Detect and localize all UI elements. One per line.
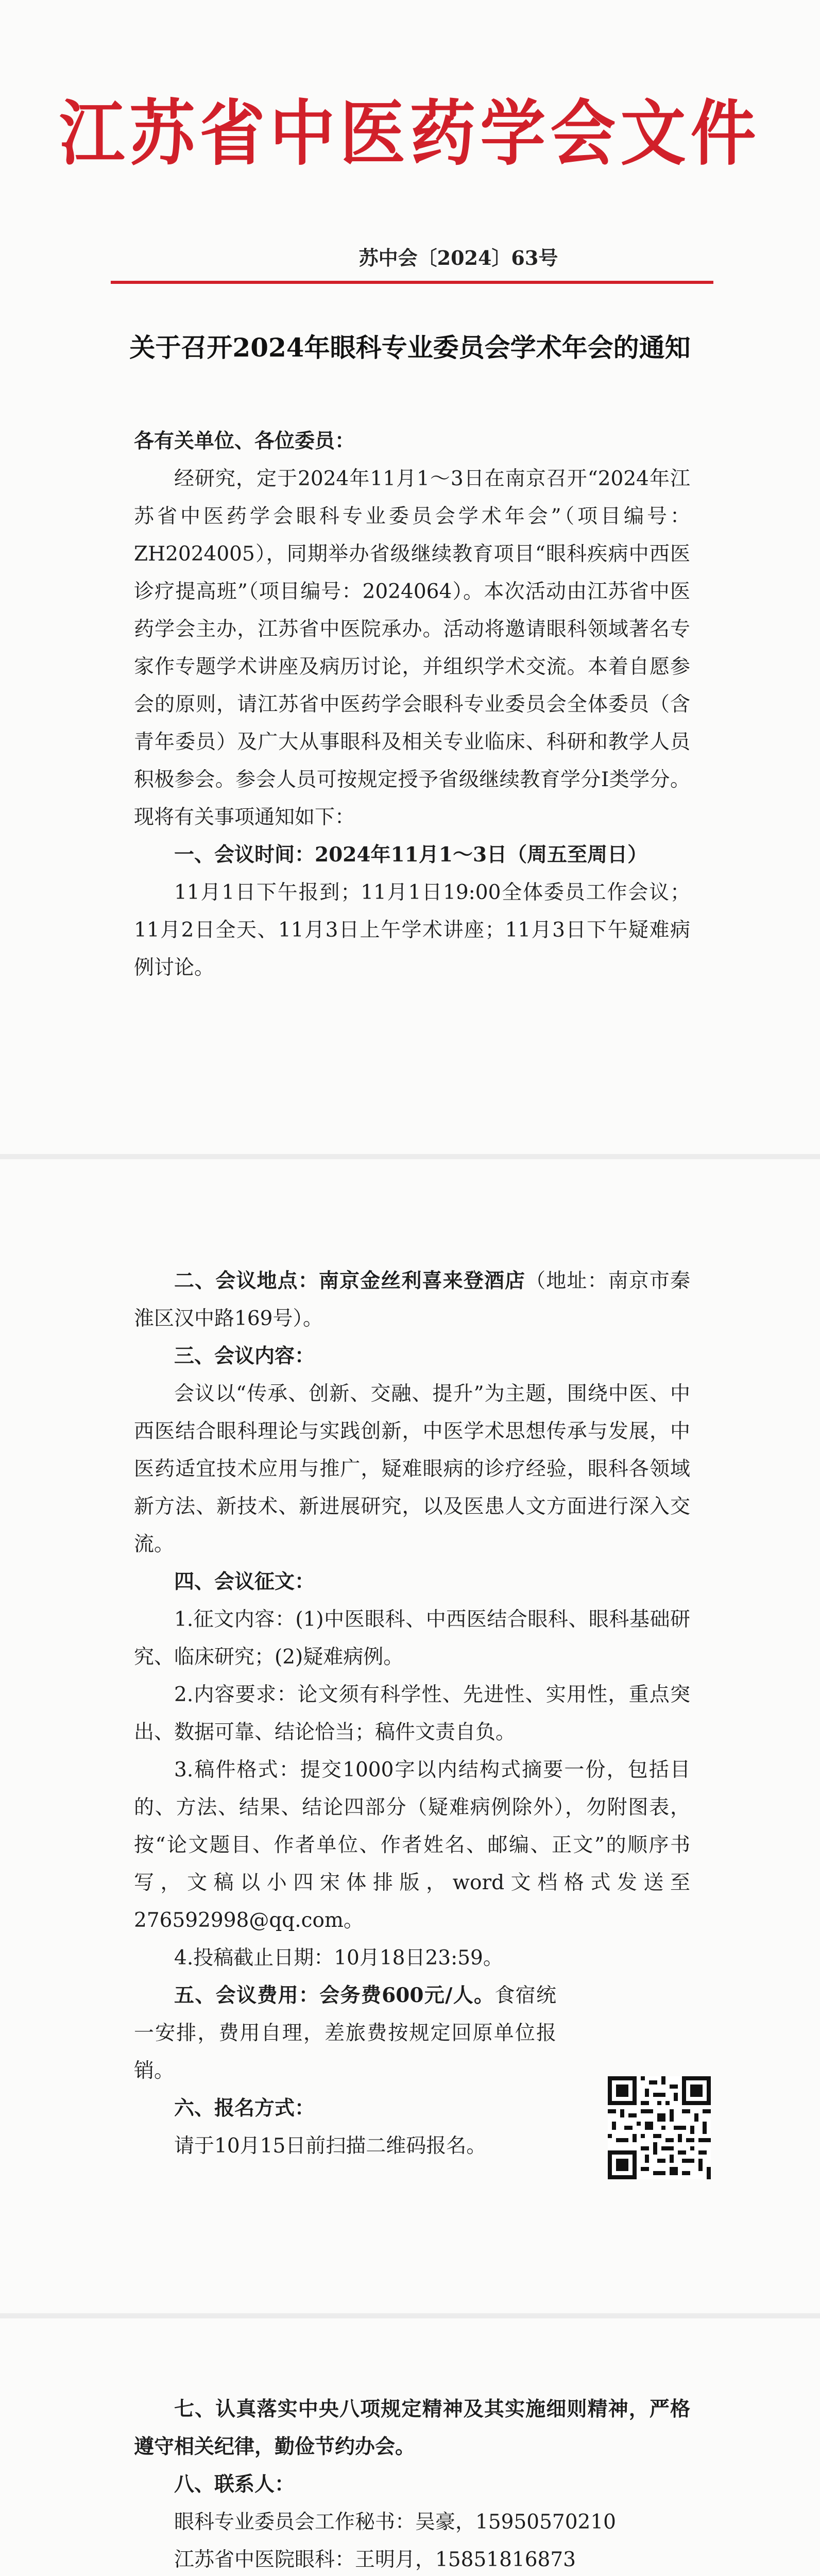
intro-block xyxy=(134,422,690,987)
page3-block xyxy=(134,2391,690,2576)
section3-heading: 三、会议内容： xyxy=(174,1344,315,1368)
section5-body: 食宿统一安排，费用自理，差旅费按规定回原单位报销。 xyxy=(134,1984,556,2082)
salutation: 各有关单位、各位委员： xyxy=(134,429,355,453)
section1-body: 11月1日下午报到；11月1日19:00全体委员工作会议；11月2日全天、11月3日上午学术讲座；11月3日下午疑难病例讨论。 xyxy=(134,881,690,979)
section2 xyxy=(134,1262,690,1337)
section6-body: 请于10月15日前扫描二维码报名。 xyxy=(174,2134,487,2158)
page2-block xyxy=(134,1262,690,2165)
section2-heading: 二、会议地点：南京金丝利喜来登酒店 xyxy=(174,1269,526,1293)
section4-item: 4.投稿截止日期：10月18日23:59。 xyxy=(174,1946,503,1970)
contact-line: 眼科专业委员会工作秘书：吴豪，15950570210 xyxy=(174,2511,616,2534)
notice-title: 关于召开2024年眼科专业委员会学术年会的通知 xyxy=(129,332,691,363)
section7-heading: 七、认真落实中央八项规定精神及其实施细则精神，严格遵守相关纪律，勤俭节约办会。 xyxy=(134,2397,690,2459)
section1-heading: 一、会议时间：2024年11月1～3日（周五至周日） xyxy=(174,843,648,867)
section3-body: 会议以“传承、创新、交融、提升”为主题，围绕中医、中西医结合眼科理论与实践创新，中医学术思想传承与发展，中医药适宜技术应用与推广，疑难眼病的诊疗经验，眼科各领域新方法、新技术、新进展研究，以及医患人文方面进行深入交流。 xyxy=(134,1382,690,1556)
section5-heading: 五、会议费用：会务费600元/人。 xyxy=(174,1984,495,2007)
org-header-title: 江苏省中医药学会文件 xyxy=(59,91,761,175)
intro-body: 经研究，定于2024年11月1～3日在南京召开“2024年江苏省中医药学会眼科专业委员会学术年会”（项目编号：ZH2024005），同期举办省级继续教育项目“眼科疾病中西医诊疗提高班”（项目编号：2024064）。本次活动由江苏省中医药学会主办，江苏省中医院承办。活动将邀请眼科领域著名专家作专题学术讲座及病历讨论，并组织学术交流。本着自愿参会的原则，请江苏省中医药学会眼科专业委员会全体委员（含青年委员）及广大从事眼科及相关专业临床、科研和教学人员积极参会。参会人员可按规定授予省级继续教育学分I类学分。现将有关事项通知如下： xyxy=(134,467,690,829)
registration-qr-code[interactable] xyxy=(608,2076,711,2179)
document-number: 苏中会〔2024〕63号 xyxy=(358,246,558,269)
header-divider xyxy=(111,281,713,284)
section5 xyxy=(134,1977,690,2090)
contact-line: 江苏省中医院眼科：王明月，15851816873 xyxy=(174,2548,576,2571)
section8-heading: 八、联系人： xyxy=(174,2472,295,2496)
document-page-3 xyxy=(0,2318,820,2576)
section6-heading: 六、报名方式： xyxy=(174,2096,315,2120)
document-page-1 xyxy=(0,0,820,1154)
section4-item: 1.征文内容：(1)中医眼科、中西医结合眼科、眼科基础研究、临床研究；(2)疑难病例。 xyxy=(134,1608,690,1669)
section4-item: 3.稿件格式：提交1000字以内结构式摘要一份，包括目的、方法、结果、结论四部分（疑难病例除外），勿附图表，按“论文题目、作者单位、作者姓名、邮编、正文”的顺序书写，文稿以小四宋体排版，word文档格式发送至276592998@qq.com。 xyxy=(134,1758,690,1932)
section4-heading: 四、会议征文： xyxy=(174,1570,315,1594)
section2-address: （地址：南京市秦淮区汉中路169号）。 xyxy=(134,1269,690,1330)
section4-item: 2.内容要求：论文须有科学性、先进性、实用性，重点突出、数据可靠、结论恰当；稿件文责自负。 xyxy=(134,1683,690,1744)
